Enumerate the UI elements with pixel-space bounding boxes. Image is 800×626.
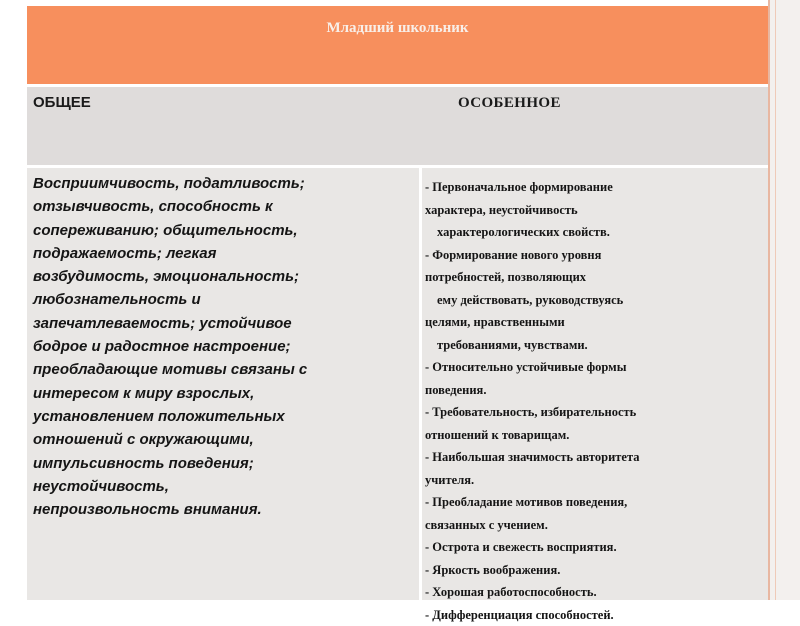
special-line: отношений к товарищам. xyxy=(425,424,765,447)
column-header-special: ОСОБЕННОЕ xyxy=(458,95,561,112)
general-line: установлением положительных xyxy=(33,405,408,428)
special-line: - Первоначальное формирование xyxy=(425,176,765,199)
special-line: - Формирование нового уровня xyxy=(425,244,765,267)
special-line: - Относительно устойчивые формы xyxy=(425,356,765,379)
general-line: отношений с окружающими, xyxy=(33,428,408,451)
column-headers-row xyxy=(27,84,768,168)
special-line: - Хорошая работоспособность. xyxy=(425,581,765,604)
right-margin xyxy=(769,0,800,600)
special-line: - Наибольшая значимость авторитета xyxy=(425,446,765,469)
general-line: бодрое и радостное настроение; xyxy=(33,335,408,358)
special-line: - Преобладание мотивов поведения, xyxy=(425,491,765,514)
decorative-line xyxy=(768,0,770,600)
left-margin xyxy=(0,0,27,600)
special-line: требованиями, чувствами. xyxy=(425,334,765,357)
general-traits-cell xyxy=(33,172,408,521)
special-line: - Дифференциация способностей. xyxy=(425,604,765,626)
comparison-table xyxy=(27,0,768,600)
table-header-row xyxy=(27,0,768,84)
general-line: неустойчивость, xyxy=(33,475,408,498)
general-line: возбудимость, эмоциональность; xyxy=(33,265,408,288)
column-header-general: ОБЩЕЕ xyxy=(33,94,91,111)
column-divider xyxy=(419,168,422,600)
special-line: ему действовать, руководствуясь xyxy=(425,289,765,312)
general-line: преобладающие мотивы связаны с xyxy=(33,358,408,381)
special-line: - Требовательность, избирательность xyxy=(425,401,765,424)
general-line: любознательность и xyxy=(33,288,408,311)
general-line: интересом к миру взрослых, xyxy=(33,382,408,405)
special-line: - Острота и свежесть восприятия. xyxy=(425,536,765,559)
general-line: сопереживанию; общительность, xyxy=(33,219,408,242)
general-line: отзывчивость, способность к xyxy=(33,195,408,218)
general-line: Восприимчивость, податливость; xyxy=(33,172,408,195)
special-line: связанных с учением. xyxy=(425,514,765,537)
decorative-line xyxy=(775,0,776,600)
general-line: подражаемость; легкая xyxy=(33,242,408,265)
special-line: поведения. xyxy=(425,379,765,402)
special-line: потребностей, позволяющих xyxy=(425,266,765,289)
table-body-row xyxy=(27,168,768,600)
special-line: характерологических свойств. xyxy=(425,221,765,244)
general-line: непроизвольность внимания. xyxy=(33,498,408,521)
table-title: Младший школьник xyxy=(27,20,768,37)
special-traits-cell xyxy=(425,176,765,626)
special-line: целями, нравственными xyxy=(425,311,765,334)
special-line: характера, неустойчивость xyxy=(425,199,765,222)
general-line: импульсивность поведения; xyxy=(33,452,408,475)
special-line: - Яркость воображения. xyxy=(425,559,765,582)
general-line: запечатлеваемость; устойчивое xyxy=(33,312,408,335)
special-line: учителя. xyxy=(425,469,765,492)
